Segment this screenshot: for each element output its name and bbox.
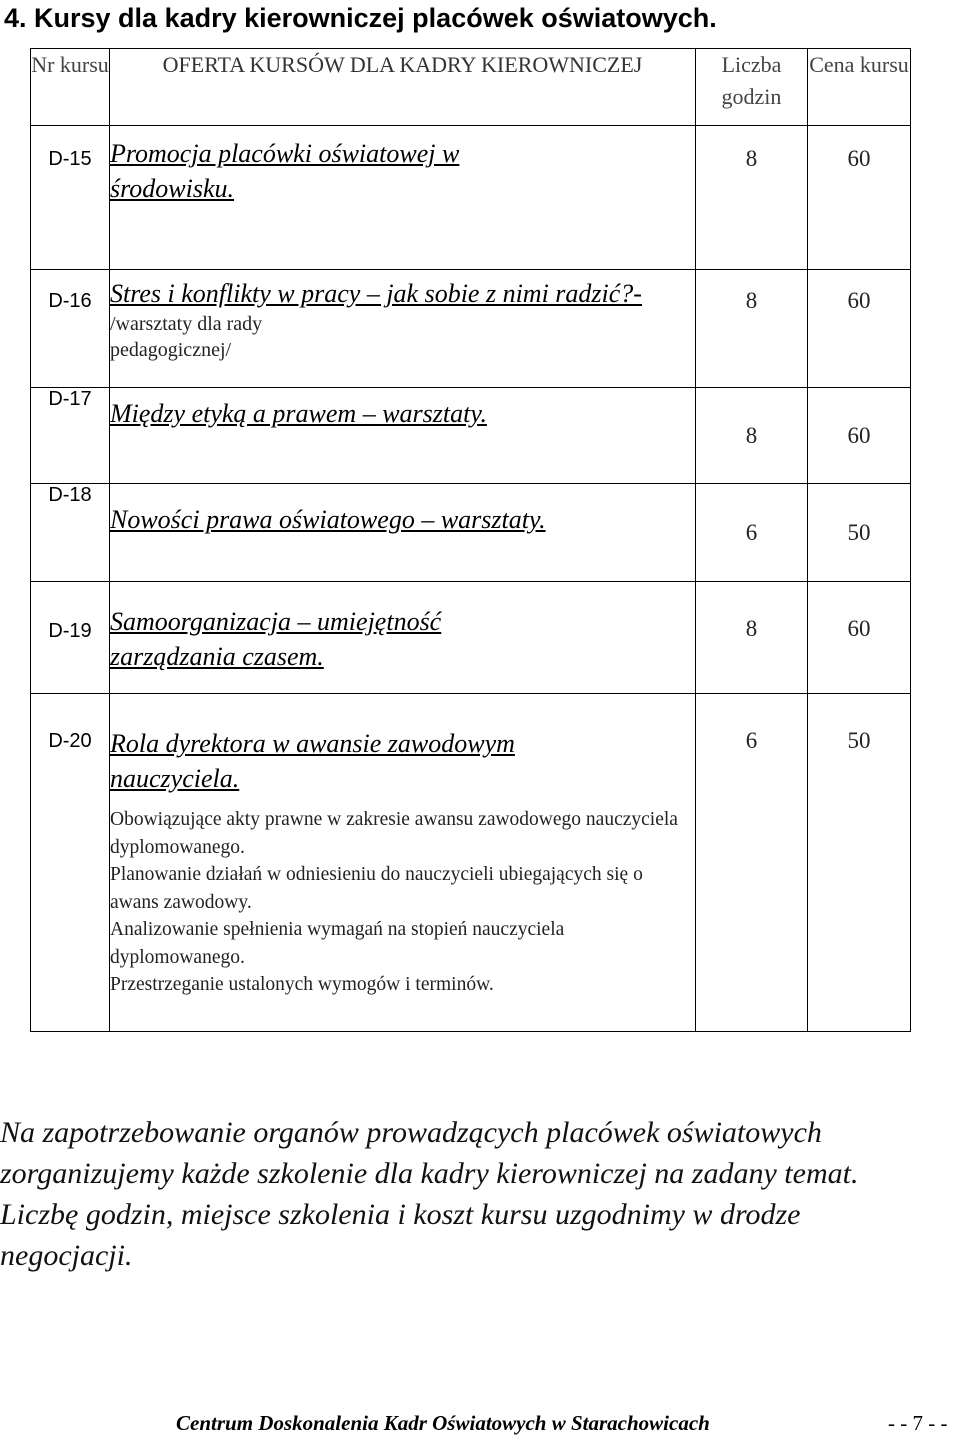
courses-table (30, 48, 911, 1032)
course-title-cell (110, 694, 696, 1032)
course-hours: 8 (696, 388, 808, 484)
course-detail: Analizowanie spełnienia wymagań na stopień nauczyciela dyplomowanego. (110, 919, 565, 968)
custom-training-note: Na zapotrzebowanie organów prowadzących placówek oświatowych zorganizujemy każde szkolenie dla kadry kierowniczej na zadany temat. Liczbę godzin, miejsce szkolenia i koszt kursu uzgodnimy w drodze negocjacji. (0, 1116, 859, 1272)
course-code: D-17 (31, 388, 110, 484)
course-title: Między etyką a prawem – warsztaty. (110, 399, 487, 428)
course-code: D-18 (31, 484, 110, 582)
course-detail: Przestrzeganie ustalonych wymogów i terminów. (110, 974, 494, 995)
course-hours: 8 (696, 582, 808, 694)
course-hours: 8 (696, 126, 808, 270)
course-hours: 6 (696, 694, 808, 1032)
course-title-cell (110, 388, 696, 484)
course-code: D-19 (31, 582, 110, 694)
footer-page-number: - - 7 - - (888, 1411, 948, 1435)
course-hours: 8 (696, 270, 808, 388)
table-row (31, 694, 911, 1032)
footer-institution: Centrum Doskonalenia Kadr Oświatowych w Starachowicach (176, 1411, 710, 1435)
table-row (31, 484, 911, 582)
course-price: 60 (808, 270, 911, 388)
course-title: Rola dyrektora w awansie zawodowym nauczyciela. (110, 729, 515, 793)
course-title: Stres i konflikty w pracy – jak sobie z nimi radzić?- (110, 279, 642, 308)
course-price: 60 (808, 388, 911, 484)
table-row (31, 582, 911, 694)
course-code: D-20 (31, 694, 110, 1032)
course-detail: Planowanie działań w odniesieniu do nauczycieli ubiegających się o awans zawodowy. (110, 864, 643, 913)
course-price: 50 (808, 694, 911, 1032)
course-code: D-15 (31, 126, 110, 270)
header-offer: OFERTA KURSÓW DLA KADRY KIEROWNICZEJ (110, 49, 696, 126)
header-price: Cena kursu (808, 49, 911, 126)
course-title: Samoorganizacja – umiejętność zarządzania czasem. (110, 607, 442, 671)
course-title: Nowości prawa oświatowego – warsztaty. (110, 505, 546, 534)
course-note-continued: pedagogicznej/ (110, 339, 232, 361)
table-header-row (31, 49, 911, 126)
course-title-cell (110, 270, 696, 388)
course-title-cell (110, 484, 696, 582)
course-price: 60 (808, 582, 911, 694)
header-hours: Liczba godzin (696, 49, 808, 126)
course-title-cell (110, 582, 696, 694)
course-hours: 6 (696, 484, 808, 582)
page-heading: 4. Kursy dla kadry kierowniczej placówek oświatowych. (4, 3, 717, 33)
course-code: D-16 (31, 270, 110, 388)
table-row (31, 270, 911, 388)
course-title-cell (110, 126, 696, 270)
header-nr: Nr kursu (31, 49, 110, 126)
table-row (31, 126, 911, 270)
course-detail: Obowiązujące akty prawne w zakresie awansu zawodowego nauczyciela dyplomowanego. (110, 809, 678, 858)
table-row (31, 388, 911, 484)
course-price: 50 (808, 484, 911, 582)
course-price: 60 (808, 126, 911, 270)
course-title: Promocja placówki oświatowej w środowisku. (110, 139, 460, 203)
course-note: /warsztaty dla rady (110, 313, 263, 335)
